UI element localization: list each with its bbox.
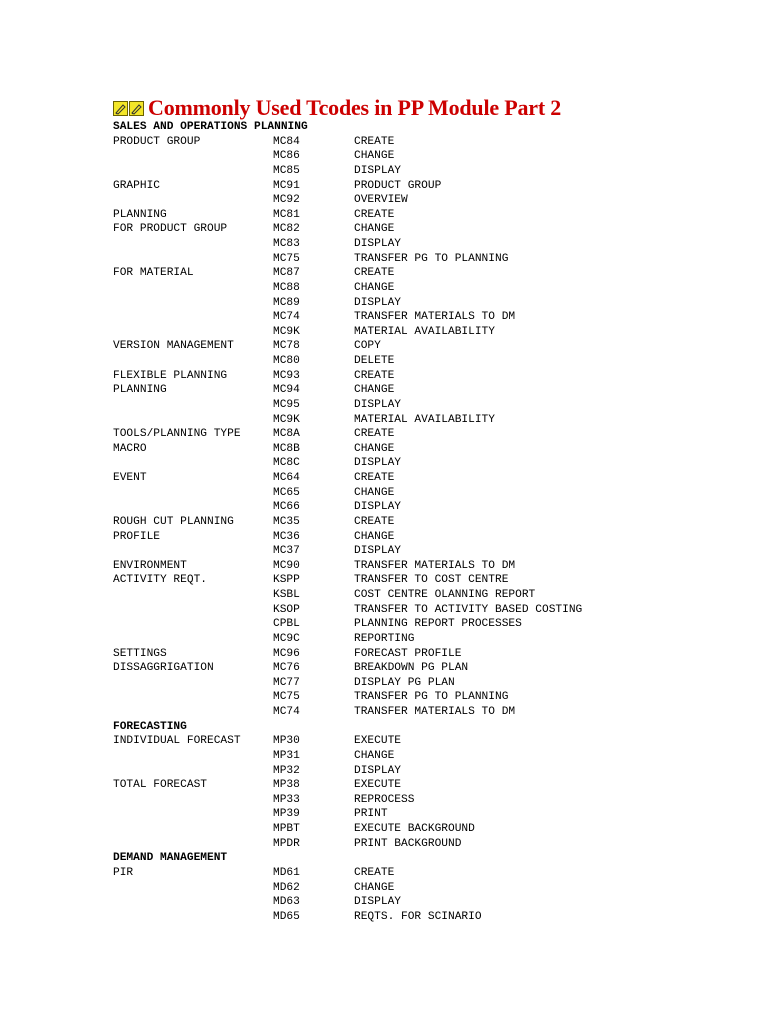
tcode-row	[113, 486, 395, 501]
tcode-code: MD61	[273, 866, 300, 879]
tcode-code: MP32	[273, 764, 300, 777]
tcode-row	[113, 676, 455, 691]
tcode-code: MC75	[273, 252, 300, 265]
tcode-code: MC75	[273, 691, 300, 704]
tcode-row	[113, 471, 395, 486]
tcode-action: DISPLAY	[354, 296, 401, 309]
tcode-code: MPBT	[273, 823, 300, 835]
tcode-code: MC83	[273, 238, 300, 250]
tcode-code: MC82	[273, 223, 300, 236]
tcode-row	[113, 398, 401, 413]
tcode-row	[113, 456, 401, 471]
tcode-code: MC37	[273, 545, 300, 558]
tcode-code: MC8C	[273, 457, 300, 470]
tcode-code: MC87	[273, 267, 300, 280]
tcode-action: CHANGE	[354, 486, 395, 499]
tcode-action: MATERIAL AVAILABILITY	[354, 413, 495, 426]
tcode-row	[113, 252, 509, 267]
tcode-row	[113, 632, 415, 647]
tcode-action: DISPLAY	[354, 764, 401, 777]
tcode-area: GRAPHIC	[113, 179, 160, 192]
tcode-code: MD65	[273, 910, 300, 923]
tcode-action: DISPLAY	[354, 398, 401, 411]
tcode-action: TRANSFER TO COST CENTRE	[354, 574, 509, 587]
tcode-row	[113, 544, 401, 559]
tcode-action: TRANSFER MATERIALS TO DM	[354, 559, 516, 572]
tcode-action: CHANGE	[354, 442, 395, 455]
tcode-area: FOR PRODUCT GROUP	[113, 223, 228, 236]
tcode-action: CHANGE	[354, 384, 395, 397]
tcode-action: PLANNING REPORT PROCESSES	[354, 618, 522, 631]
tcode-row	[113, 603, 583, 618]
tcode-row	[113, 310, 516, 325]
tcode-area: SETTINGS	[113, 647, 167, 660]
tcode-action: CHANGE	[354, 749, 395, 762]
tcode-row	[113, 559, 516, 574]
tcode-row	[113, 793, 415, 808]
tcode-row	[113, 442, 395, 457]
tcode-action: CHANGE	[354, 281, 395, 294]
title-row	[113, 94, 561, 122]
tcode-code: MC9K	[273, 325, 300, 338]
tcode-action: DISPLAY	[354, 545, 401, 558]
tcode-row	[113, 573, 509, 588]
tcode-area: PROFILE	[113, 530, 160, 543]
tcode-code: MP38	[273, 779, 300, 792]
tcode-row	[113, 530, 395, 545]
tcode-code: MC92	[273, 194, 300, 207]
tcode-code: MC9C	[273, 632, 300, 645]
pencil-note-icon	[129, 101, 144, 116]
tcode-row	[113, 647, 462, 662]
tcode-area: MACRO	[113, 442, 147, 455]
tcode-code: MP33	[273, 793, 300, 806]
tcode-action: CREATE	[354, 135, 395, 148]
tcode-action: CREATE	[354, 428, 395, 441]
tcode-code: CPBL	[273, 618, 300, 631]
tcode-row	[113, 135, 395, 150]
tcode-action: BREAKDOWN PG PLAN	[354, 662, 469, 675]
tcode-code: KSOP	[273, 603, 300, 616]
tcode-row	[113, 515, 395, 530]
tcode-area: VERSION MANAGEMENT	[113, 340, 234, 353]
tcode-code: MD63	[273, 896, 300, 909]
tcode-action: REQTS. FOR SCINARIO	[354, 910, 482, 923]
tcode-area: PRODUCT GROUP	[113, 135, 201, 148]
tcode-action: TRANSFER MATERIALS TO DM	[354, 311, 516, 324]
tcode-action: TRANSFER MATERIALS TO DM	[354, 706, 516, 718]
tcode-action: OVERVIEW	[354, 194, 408, 207]
tcode-row	[113, 617, 522, 632]
tcode-action: DISPLAY	[354, 457, 401, 470]
tcode-row	[113, 179, 442, 194]
tcode-row	[113, 149, 395, 164]
tcode-code: MC85	[273, 164, 300, 177]
tcode-code: MC65	[273, 486, 300, 499]
tcode-row	[113, 296, 401, 311]
tcode-code: MC96	[273, 647, 300, 660]
tcode-action: CREATE	[354, 267, 395, 280]
tcode-code: MPDR	[273, 837, 300, 850]
tcode-code: MC80	[273, 355, 300, 367]
tcode-row	[113, 881, 395, 896]
tcode-action: DISPLAY	[354, 164, 401, 177]
tcode-action: CREATE	[354, 369, 395, 382]
tcode-action: CHANGE	[354, 530, 395, 543]
tcode-code: MC86	[273, 150, 300, 163]
tcode-row	[113, 281, 395, 296]
tcode-action: DISPLAY	[354, 238, 401, 250]
tcode-area: INDIVIDUAL FORECAST	[113, 735, 241, 748]
tcode-row	[113, 383, 395, 398]
tcode-code: MC66	[273, 501, 300, 514]
page-title: Commonly Used Tcodes in PP Module Part 2	[148, 95, 562, 120]
tcode-area: EVENT	[113, 472, 147, 484]
tcode-row	[113, 764, 401, 779]
tcode-action: TRANSFER PG TO PLANNING	[354, 691, 509, 704]
tcode-code: MC78	[273, 340, 300, 353]
section-heading: FORECASTING	[113, 720, 187, 733]
tcode-code: MC74	[273, 311, 300, 324]
tcode-row	[113, 500, 401, 515]
tcode-code: MP31	[273, 749, 300, 762]
tcode-area: TOOLS/PLANNING TYPE	[113, 428, 241, 441]
tcode-row	[113, 690, 509, 705]
tcode-row	[113, 325, 495, 340]
tcode-action: CREATE	[354, 208, 395, 221]
tcode-action: EXECUTE	[354, 735, 401, 748]
tcode-row	[113, 807, 388, 822]
tcode-code: MC84	[273, 135, 300, 148]
tcode-action: DELETE	[354, 355, 395, 367]
tcode-action: CHANGE	[354, 150, 395, 163]
tcode-area: FOR MATERIAL	[113, 267, 194, 280]
tcode-action: MATERIAL AVAILABILITY	[354, 325, 495, 338]
tcode-row	[113, 895, 401, 910]
tcode-area: ENVIRONMENT	[113, 559, 187, 572]
tcode-code: MC81	[273, 208, 300, 221]
section-heading: DEMAND MANAGEMENT	[113, 852, 228, 865]
section-heading: SALES AND OPERATIONS PLANNING	[113, 121, 308, 133]
tcode-action: TRANSFER PG TO PLANNING	[354, 252, 509, 265]
tcode-action: TRANSFER TO ACTIVITY BASED COSTING	[354, 603, 583, 616]
tcode-row	[113, 369, 395, 384]
tcode-row	[113, 339, 381, 354]
tcode-code: MC94	[273, 384, 300, 397]
tcode-area: PLANNING	[113, 208, 167, 221]
tcode-code: MC88	[273, 281, 300, 294]
tcode-row	[113, 910, 482, 925]
tcode-action: PRODUCT GROUP	[354, 179, 442, 192]
tcode-action: PRINT BACKGROUND	[354, 837, 462, 850]
tcode-row	[113, 822, 475, 837]
tcode-code: KSBL	[273, 589, 300, 601]
tcode-code: MC35	[273, 515, 300, 528]
tcode-code: MC95	[273, 398, 300, 411]
tcode-row	[113, 778, 401, 793]
tcode-action: CREATE	[354, 515, 395, 528]
tcode-code: MC9K	[273, 413, 300, 426]
tcode-action: COST CENTRE OLANNING REPORT	[354, 589, 536, 601]
tcode-row	[113, 427, 395, 442]
tcode-area: DISSAGGRIGATION	[113, 662, 214, 675]
tcode-row	[113, 866, 395, 881]
tcode-row	[113, 413, 495, 428]
tcode-code: MC76	[273, 662, 300, 675]
tcode-action: EXECUTE BACKGROUND	[354, 823, 475, 835]
tcode-row	[113, 193, 408, 208]
tcode-code: MC93	[273, 369, 300, 382]
tcode-list	[113, 120, 583, 924]
tcode-code: MC91	[273, 179, 300, 192]
tcode-area: ROUGH CUT PLANNING	[113, 515, 234, 528]
tcode-area: PLANNING	[113, 384, 167, 397]
tcode-area: FLEXIBLE PLANNING	[113, 369, 228, 382]
tcode-area: PIR	[113, 866, 134, 879]
tcode-row	[113, 588, 536, 603]
tcode-action: CREATE	[354, 472, 395, 484]
tcode-code: KSPP	[273, 574, 300, 587]
tcode-action: FORECAST PROFILE	[354, 647, 462, 660]
tcode-code: MC64	[273, 472, 300, 484]
tcode-row	[113, 237, 401, 252]
tcode-action: CHANGE	[354, 881, 395, 894]
title-icons	[113, 101, 145, 116]
tcode-code: MC77	[273, 676, 300, 689]
tcode-code: MP39	[273, 808, 300, 821]
tcode-code: MC36	[273, 530, 300, 543]
tcode-code: MD62	[273, 881, 300, 894]
tcode-action: CHANGE	[354, 223, 395, 236]
tcode-row	[113, 705, 516, 720]
tcode-row	[113, 661, 469, 676]
tcode-action: DISPLAY	[354, 501, 401, 514]
tcode-action: DISPLAY	[354, 896, 401, 909]
pencil-note-icon	[113, 101, 128, 116]
tcode-row	[113, 266, 395, 281]
tcode-code: MC8B	[273, 442, 300, 455]
tcode-action: REPROCESS	[354, 793, 415, 806]
tcode-row	[113, 749, 395, 764]
tcode-row	[113, 354, 395, 369]
tcode-row	[113, 734, 401, 749]
tcode-code: MC74	[273, 706, 300, 718]
tcode-action: DISPLAY PG PLAN	[354, 676, 455, 689]
tcode-code: MC89	[273, 296, 300, 309]
tcode-row	[113, 208, 395, 223]
tcode-row	[113, 222, 395, 237]
tcode-code: MC90	[273, 559, 300, 572]
tcode-code: MP30	[273, 735, 300, 748]
tcode-row	[113, 837, 462, 852]
tcode-action: EXECUTE	[354, 779, 401, 792]
tcode-action: COPY	[354, 340, 381, 353]
tcode-action: REPORTING	[354, 632, 415, 645]
tcode-action: PRINT	[354, 808, 388, 821]
tcode-code: MC8A	[273, 428, 300, 441]
tcode-area: ACTIVITY REQT.	[113, 574, 207, 587]
tcode-action: CREATE	[354, 866, 395, 879]
tcode-area: TOTAL FORECAST	[113, 779, 207, 792]
tcode-row	[113, 164, 401, 179]
